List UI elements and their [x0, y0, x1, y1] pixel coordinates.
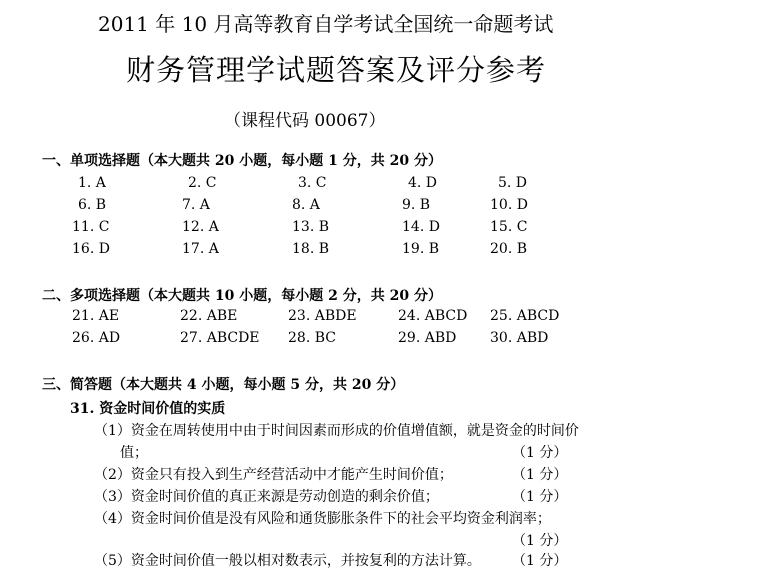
answer-point-continuation: 值； [120, 445, 148, 461]
score-label: （1 分） [512, 553, 568, 569]
score-label: （1 分） [512, 467, 568, 483]
answer-item: 30. ABD [490, 330, 549, 346]
answer-item: 4. D [408, 175, 438, 191]
answer-item: 17. A [182, 241, 219, 257]
answer-item: 6. B [78, 197, 107, 213]
answer-item: 9. B [402, 197, 431, 213]
answer-item: 28. BC [288, 330, 336, 346]
answer-item: 8. A [292, 197, 320, 213]
answer-item: 10. D [490, 197, 528, 213]
answer-point-text: （4）资金时间价值是没有风险和通货膨胀条件下的社会平均资金利润率； [94, 511, 551, 527]
answer-point-text: （2）资金只有投入到生产经营活动中才能产生时间价值； [94, 467, 453, 483]
exam-header-line: 2011 年 10 月高等教育自学考试全国统一命题考试 [98, 12, 554, 36]
score-label: （1 分） [512, 489, 568, 505]
score-label: （1 分） [512, 533, 568, 549]
answer-item: 23. ABDE [288, 308, 357, 324]
answer-item: 7. A [182, 197, 210, 213]
document-title: 财务管理学试题答案及评分参考 [126, 53, 547, 87]
question-31-title: 31. 资金时间价值的实质 [70, 401, 226, 417]
answer-point-text: （3）资金时间价值的真正来源是劳动创造的剩余价值； [94, 489, 439, 505]
section-3-title: 三、简答题（本大题共 4 小题，每小题 5 分，共 20 分） [42, 377, 405, 393]
answer-item: 25. ABCD [490, 308, 560, 324]
answer-point-text: （5）资金时间价值一般以相对数表示，并按复利的方法计算。 [94, 553, 481, 569]
answer-point-text: （1）资金在周转使用中由于时间因素而形成的价值增值额，就是资金的时间价 [94, 423, 579, 439]
answer-item: 27. ABCDE [180, 330, 260, 346]
answer-item: 2. C [188, 175, 217, 191]
answer-item: 18. B [292, 241, 330, 257]
answer-item: 22. ABE [180, 308, 238, 324]
section-1-title: 一、单项选择题（本大题共 20 小题，每小题 1 分，共 20 分） [42, 153, 442, 169]
answer-item: 11. C [72, 219, 110, 235]
answer-item: 29. ABD [398, 330, 457, 346]
answer-item: 3. C [298, 175, 327, 191]
answer-item: 13. B [292, 219, 330, 235]
answer-item: 24. ABCD [398, 308, 468, 324]
score-label: （1 分） [512, 445, 568, 461]
answer-item: 19. B [402, 241, 440, 257]
section-2-title: 二、多项选择题（本大题共 10 小题，每小题 2 分，共 20 分） [42, 288, 442, 304]
course-code: （课程代码 00067） [224, 111, 386, 131]
answer-item: 20. B [490, 241, 528, 257]
answer-item: 26. AD [72, 330, 121, 346]
answer-item: 21. AE [72, 308, 120, 324]
answer-item: 15. C [490, 219, 528, 235]
answer-item: 16. D [72, 241, 110, 257]
answer-item: 5. D [498, 175, 528, 191]
answer-item: 1. A [78, 175, 106, 191]
answer-item: 14. D [402, 219, 440, 235]
answer-item: 12. A [182, 219, 219, 235]
